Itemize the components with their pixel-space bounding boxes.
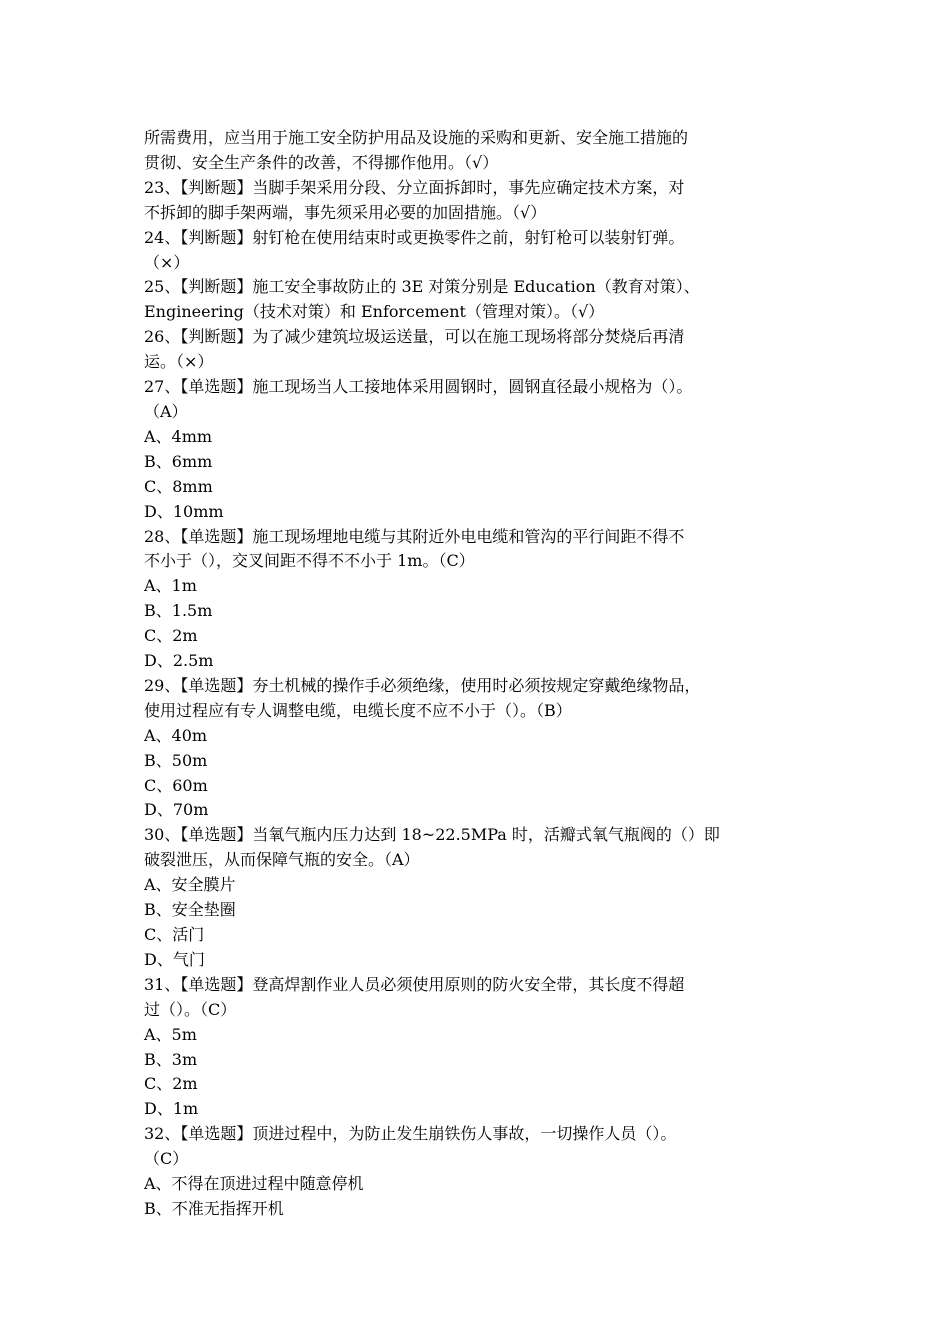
text-line: B、安全垫圈 [144, 900, 236, 920]
text-line: B、1.5m [144, 601, 213, 621]
text-line: A、不得在顶进过程中随意停机 [144, 1174, 364, 1194]
text-line: C、2m [144, 626, 198, 646]
document-page [144, 126, 824, 1222]
text-line: B、50m [144, 750, 208, 770]
text-line: A、40m [144, 725, 208, 745]
text-line: 运。（×） [144, 352, 214, 372]
text-line: 23、【判断题】当脚手架采用分段、分立面拆卸时，事先应确定技术方案，对 [144, 177, 685, 197]
text-line: B、3m [144, 1049, 198, 1069]
text-line: A、1m [144, 576, 197, 596]
text-line: 28、【单选题】施工现场埋地电缆与其附近外电电缆和管沟的平行间距不得不 [144, 526, 685, 546]
text-line: 24、【判断题】射钉枪在使用结束时或更换零件之前，射钉枪可以装射钉弹。 [144, 227, 685, 247]
text-line: （×） [144, 252, 190, 272]
text-line: C、8mm [144, 476, 213, 496]
text-line: B、6mm [144, 451, 213, 471]
text-line: 使用过程应有专人调整电缆，电缆长度不应不小于（）。（B） [144, 700, 572, 720]
text-line: A、安全膜片 [144, 875, 236, 895]
text-line: D、2.5m [144, 651, 214, 671]
text-line: 贯彻、安全生产条件的改善，不得挪作他用。（√） [144, 152, 499, 172]
text-line: C、2m [144, 1074, 198, 1094]
text-line: 32、【单选题】顶进过程中，为防止发生崩铁伤人事故，一切操作人员（）。 [144, 1124, 677, 1144]
text-line: 过（）。（C） [144, 999, 237, 1019]
text-line: 30、【单选题】当氧气瓶内压力达到 18~22.5MPa 时，活瓣式氧气瓶阀的（）即 [144, 825, 720, 845]
text-line: （C） [144, 1149, 189, 1169]
text-line: D、10mm [144, 501, 224, 521]
text-line: D、70m [144, 800, 209, 820]
text-line: A、4mm [144, 426, 213, 446]
text-line: 31、【单选题】登高焊割作业人员必须使用原则的防火安全带，其长度不得超 [144, 974, 685, 994]
text-line: D、气门 [144, 949, 205, 969]
text-line: 所需费用，应当用于施工安全防护用品及设施的采购和更新、安全施工措施的 [144, 128, 689, 147]
text-line: C、活门 [144, 925, 205, 944]
text-line: C、60m [144, 775, 208, 795]
text-line: 25、【判断题】施工安全事故防止的 3E 对策分别是 Education（教育对策）、 [144, 277, 700, 297]
text-line: 27、【单选题】施工现场当人工接地体采用圆钢时，圆钢直径最小规格为（）。 [144, 377, 693, 397]
text-line: D、1m [144, 1099, 199, 1119]
text-line: 不拆卸的脚手架两端，事先须采用必要的加固措施。（√） [144, 202, 547, 222]
text-line: B、不准无指挥开机 [144, 1198, 284, 1218]
text-line: 破裂泄压，从而保障气瓶的安全。（A） [144, 850, 420, 870]
text-line: Engineering（技术对策）和 Enforcement（管理对策）。（√） [144, 302, 605, 322]
text-line: A、5m [144, 1024, 197, 1044]
text-line: （A） [144, 401, 188, 421]
text-line: 26、【判断题】为了减少建筑垃圾运送量，可以在施工现场将部分焚烧后再清 [144, 327, 685, 347]
text-line: 不小于（），交叉间距不得不不小于 1m。（C） [144, 551, 475, 571]
text-line: 29、【单选题】夯土机械的操作手必须绝缘，使用时必须按规定穿戴绝缘物品， [144, 675, 701, 695]
